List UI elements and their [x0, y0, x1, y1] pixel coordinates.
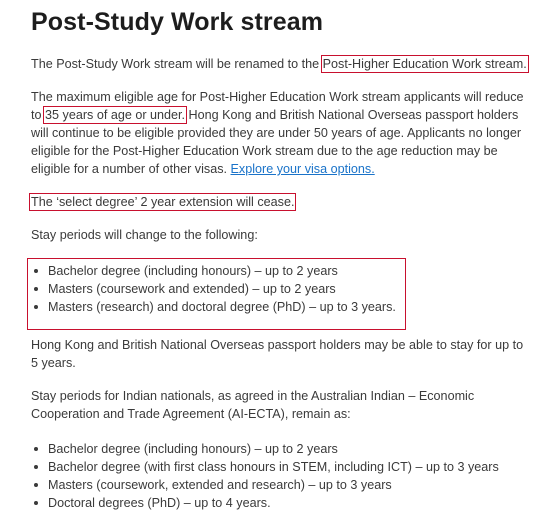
stay-periods-list [31, 262, 396, 316]
indian-stay-periods-list [31, 440, 499, 512]
age-line-1: The maximum eligible age for Post-Higher Education Work stream applicants will reduce [31, 90, 524, 104]
hong-kong-paragraph [31, 336, 531, 372]
list-item: Masters (coursework, extended and research) – up to 3 years [31, 476, 499, 494]
age-limit-highlight: 35 years of age or under. [45, 108, 186, 122]
list-item: Masters (research) and doctoral degree (PhD) – up to 3 years. [31, 298, 396, 316]
indian-nationals-paragraph [31, 387, 531, 423]
rename-text: The Post-Study Work stream will be renamed to the [31, 57, 323, 71]
age-line-2-start: to [31, 108, 46, 122]
list-item: Masters (coursework and extended) – up to 2 years [31, 280, 396, 298]
hong-kong-line-2: 5 years. [31, 356, 76, 370]
age-paragraph [31, 88, 531, 178]
indian-nationals-line-2: Cooperation and Trade Agreement (AI-ECTA), remain as: [31, 407, 351, 421]
age-line-2 [31, 106, 531, 124]
age-line-2-end: Hong Kong and British National Overseas passport holders [185, 108, 519, 122]
list-item: Bachelor degree (with first class honours in STEM, including ICT) – up to 3 years [31, 458, 499, 476]
age-line-3: will continue to be eligible provided they are under 50 years of age. Applicants no longer [31, 126, 522, 140]
extension-paragraph [31, 193, 531, 211]
list-item: Bachelor degree (including honours) – up to 2 years [31, 262, 396, 280]
new-stream-name-highlight: Post-Higher Education Work stream. [322, 57, 527, 71]
rename-paragraph [31, 55, 531, 73]
page-title: Post-Study Work stream [31, 8, 324, 36]
indian-nationals-line-1: Stay periods for Indian nationals, as agreed in the Australian Indian – Economic [31, 389, 475, 403]
hong-kong-line-1: Hong Kong and British National Overseas passport holders may be able to stay for up to [31, 338, 524, 352]
list-item: Doctoral degrees (PhD) – up to 4 years. [31, 494, 499, 512]
list-item: Bachelor degree (including honours) – up to 2 years [31, 440, 499, 458]
age-line-5-text: eligible for a number of other visas. [31, 162, 231, 176]
stay-periods-intro: Stay periods will change to the following: [31, 228, 258, 242]
extension-cease-highlight: The ‘select degree’ 2 year extension will cease. [31, 195, 295, 209]
age-line-5 [31, 160, 531, 178]
explore-visa-options-link[interactable]: Explore your visa options. [230, 162, 375, 176]
age-line-4: eligible for the Post-Higher Education Work stream due to the age reduction may be [31, 144, 498, 158]
